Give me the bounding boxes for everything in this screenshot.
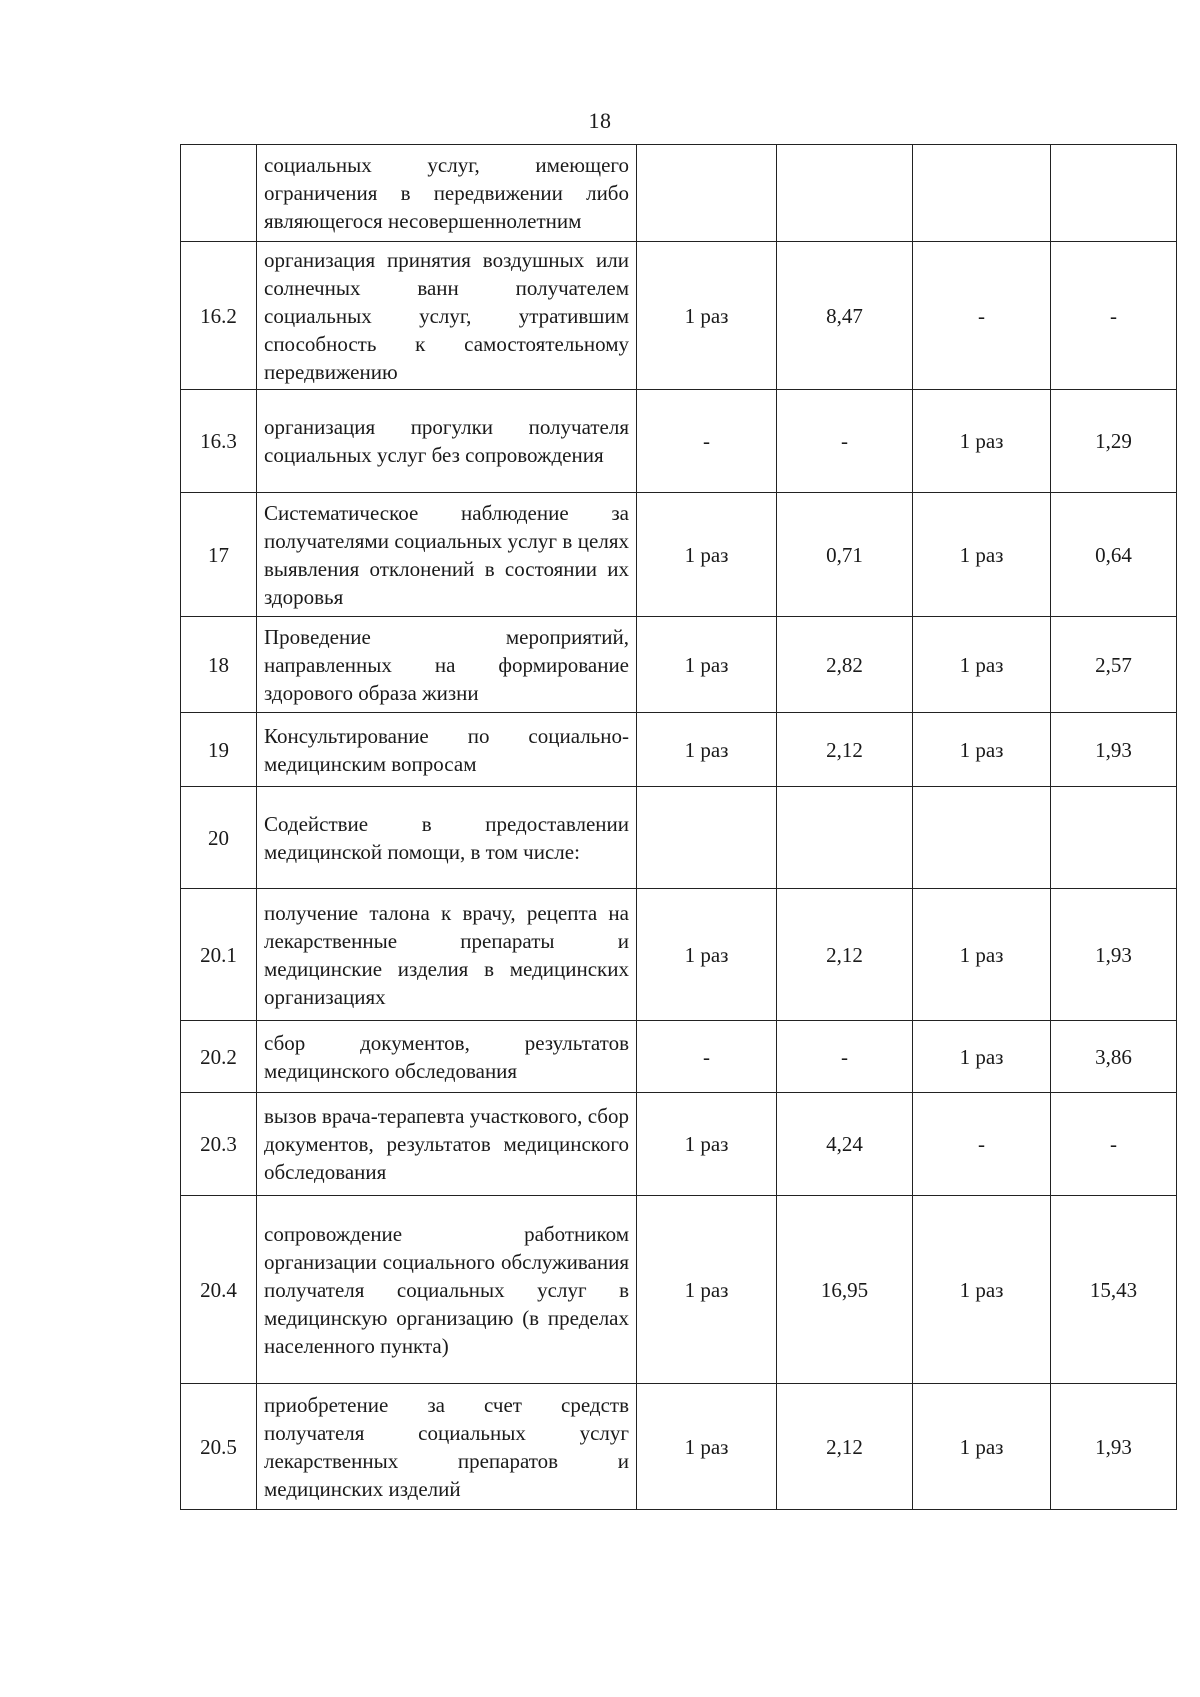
service-description: организация принятия воздушных или солнечных ванн получателем социальных услуг, утратившим способность к самостоятельному передвижению xyxy=(257,242,637,390)
frequency-1: 1 раз xyxy=(637,1384,777,1510)
row-number: 20.5 xyxy=(181,1384,257,1510)
frequency-2: 1 раз xyxy=(913,617,1051,713)
price-1: - xyxy=(777,390,913,493)
service-description: получение талона к врачу, рецепта на лекарственные препараты и медицинские изделия в медицинских организациях xyxy=(257,889,637,1021)
row-number: 17 xyxy=(181,493,257,617)
price-2: 1,29 xyxy=(1051,390,1177,493)
table-row xyxy=(181,390,1177,493)
row-number: 20 xyxy=(181,787,257,889)
price-1: - xyxy=(777,1021,913,1093)
price-1: 2,12 xyxy=(777,713,913,787)
table-row xyxy=(181,493,1177,617)
frequency-2: 1 раз xyxy=(913,493,1051,617)
service-description: сбор документов, результатов медицинского обследования xyxy=(257,1021,637,1093)
price-2: 15,43 xyxy=(1051,1196,1177,1384)
price-2 xyxy=(1051,787,1177,889)
price-1: 0,71 xyxy=(777,493,913,617)
services-table xyxy=(180,144,1177,1510)
table-row xyxy=(181,1384,1177,1510)
price-1: 8,47 xyxy=(777,242,913,390)
frequency-1: 1 раз xyxy=(637,617,777,713)
service-description: Систематическое наблюдение за получателями социальных услуг в целях выявления отклонений в состоянии их здоровья xyxy=(257,493,637,617)
price-2: - xyxy=(1051,1093,1177,1196)
frequency-1: 1 раз xyxy=(637,1196,777,1384)
price-1: 2,82 xyxy=(777,617,913,713)
frequency-2: 1 раз xyxy=(913,713,1051,787)
frequency-2: 1 раз xyxy=(913,1196,1051,1384)
service-description: организация прогулки получателя социальных услуг без сопровождения xyxy=(257,390,637,493)
service-description: вызов врача-терапевта участкового, сбор документов, результатов медицинского обследования xyxy=(257,1093,637,1196)
frequency-1 xyxy=(637,787,777,889)
row-number: 20.1 xyxy=(181,889,257,1021)
frequency-1: 1 раз xyxy=(637,713,777,787)
table-row xyxy=(181,1196,1177,1384)
row-number: 18 xyxy=(181,617,257,713)
price-2: 1,93 xyxy=(1051,889,1177,1021)
frequency-2: 1 раз xyxy=(913,889,1051,1021)
frequency-1: 1 раз xyxy=(637,1093,777,1196)
frequency-2: - xyxy=(913,242,1051,390)
table-row xyxy=(181,617,1177,713)
row-number: 20.4 xyxy=(181,1196,257,1384)
frequency-2: - xyxy=(913,1093,1051,1196)
page-number: 18 xyxy=(588,108,612,133)
price-1 xyxy=(777,787,913,889)
row-number: 16.3 xyxy=(181,390,257,493)
table-row xyxy=(181,1093,1177,1196)
frequency-2: 1 раз xyxy=(913,390,1051,493)
frequency-2: 1 раз xyxy=(913,1384,1051,1510)
table-row xyxy=(181,787,1177,889)
price-2: 1,93 xyxy=(1051,1384,1177,1510)
frequency-1: 1 раз xyxy=(637,493,777,617)
service-description: Проведение мероприятий, направленных на формирование здорового образа жизни xyxy=(257,617,637,713)
row-number: 20.2 xyxy=(181,1021,257,1093)
service-description: социальных услуг, имеющего ограничения в передвижении либо являющегося несовершеннолетним xyxy=(257,145,637,242)
price-2: 3,86 xyxy=(1051,1021,1177,1093)
price-2: 2,57 xyxy=(1051,617,1177,713)
price-1: 2,12 xyxy=(777,1384,913,1510)
frequency-1: - xyxy=(637,390,777,493)
price-1: 4,24 xyxy=(777,1093,913,1196)
price-2: 1,93 xyxy=(1051,713,1177,787)
table-row xyxy=(181,242,1177,390)
frequency-1 xyxy=(637,145,777,242)
service-description: Консультирование по социально-медицинским вопросам xyxy=(257,713,637,787)
row-number xyxy=(181,145,257,242)
row-number: 16.2 xyxy=(181,242,257,390)
price-2: 0,64 xyxy=(1051,493,1177,617)
frequency-1: - xyxy=(637,1021,777,1093)
service-description: сопровождение работником организации социального обслуживания получателя социальных услуг в медицинскую организацию (в пределах населенного пункта) xyxy=(257,1196,637,1384)
price-2 xyxy=(1051,145,1177,242)
price-1 xyxy=(777,145,913,242)
table-row xyxy=(181,1021,1177,1093)
table-row xyxy=(181,889,1177,1021)
frequency-1: 1 раз xyxy=(637,889,777,1021)
frequency-1: 1 раз xyxy=(637,242,777,390)
service-description: приобретение за счет средств получателя социальных услуг лекарственных препаратов и медицинских изделий xyxy=(257,1384,637,1510)
price-2: - xyxy=(1051,242,1177,390)
price-1: 2,12 xyxy=(777,889,913,1021)
row-number: 19 xyxy=(181,713,257,787)
frequency-2 xyxy=(913,787,1051,889)
table-row xyxy=(181,145,1177,242)
frequency-2: 1 раз xyxy=(913,1021,1051,1093)
service-description: Содействие в предоставлении медицинской помощи, в том числе: xyxy=(257,787,637,889)
row-number: 20.3 xyxy=(181,1093,257,1196)
frequency-2 xyxy=(913,145,1051,242)
table-row xyxy=(181,713,1177,787)
price-1: 16,95 xyxy=(777,1196,913,1384)
